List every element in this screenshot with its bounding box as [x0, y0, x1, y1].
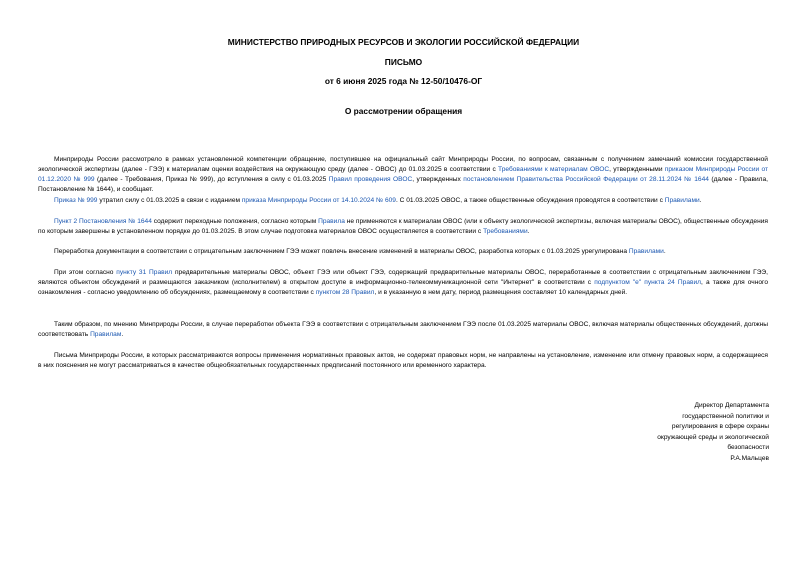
link-rules[interactable]: Правилами — [664, 197, 700, 204]
link-rules-ovos[interactable]: Правил проведения ОВОС — [328, 176, 413, 183]
link-rules[interactable]: Правилами — [628, 248, 664, 255]
link-clause-31-rules[interactable]: пункту 31 Правил — [116, 269, 173, 276]
signature-line: регулирования в сфере охраны — [671, 423, 769, 431]
document-subject: О рассмотрении обращения — [344, 106, 463, 116]
text: , утвержденных — [412, 176, 464, 183]
link-clause-28-rules[interactable]: пунктом 28 Правил — [315, 289, 375, 296]
link-resolution-1644[interactable]: постановлением Правительства Российской Федерации от 28.11.2024 № 1644 — [463, 176, 709, 183]
text: , а также для очного ознакомления - согласно уведомлению об обсуждениях, размещаемому в соответствии с — [38, 279, 768, 296]
document-type: ПИСЬМО — [384, 57, 423, 67]
signature-line: окружающей среды и экологической — [657, 433, 769, 441]
text: . — [121, 331, 124, 338]
text: При этом согласно — [54, 269, 117, 276]
link-order-609[interactable]: приказа Минприроды России от 14.10.2024 № 609 — [241, 197, 396, 204]
text: (далее - Требования, Приказ № 999), до вступления в силу с 01.03.2025 — [94, 176, 329, 183]
text: , и в указанную в нем дату, период размещения составляет 10 календарных дней. — [374, 289, 628, 296]
link-rules[interactable]: Правила — [318, 218, 345, 225]
link-clause-2-resolution-1644[interactable]: Пункт 2 Постановления № 1644 — [54, 218, 152, 225]
text: Письма Минприроды России, в которых рассматриваются вопросы применения нормативных правовых актов, не содержат правовых норм, не направлены на установление, изменение или отмену правовых норм, а содержащиеся в них пояснения не могут рассматриваться в качестве общеобязательных государственных предписаний постоянного или временного характера. — [38, 352, 768, 369]
text: Таким образом, по мнению Минприроды России, в случае переработки объекта ГЭЭ в соответствии с отрицательным заключением ГЭЭ после 01.03.2025 материалы ОВОС, включая материалы общественных обсуждений, должны соответствовать — [38, 321, 768, 338]
text: Переработка документации в соответствии с отрицательным заключением ГЭЭ может повлечь внесение изменений в материалы ОВОС, разработка которых с 01.03.2025 урегулирована — [54, 248, 629, 255]
link-order-999[interactable]: Приказ № 999 — [54, 197, 98, 204]
text: (далее - Правила, Постановление № 1644), и сообщает. — [38, 176, 768, 193]
signature-line: государственной политики и — [682, 412, 769, 420]
paragraph-1 — [38, 155, 768, 195]
paragraph-3 — [38, 217, 768, 237]
text: не применяются к материалам ОВОС (или к объекту экологической экспертизы, включая материалы ОВОС), общественные обсуждения по которым завершены в установленном порядке до 01.03.2025. В этом случае подготовка материалов ОВОС осуществляется в соответствии с — [38, 218, 768, 235]
text: Минприроды России рассмотрело в рамках установленной компетенции обращение, поступившее на официальный сайт Минприроды России, по вопросам, связанным с получением замечаний комиссии государственной экологической экспертизы (далее - ГЭЭ) к материалам оценки воздействия на окружающую среду (далее - ОВОС) до 01.03.2025 в соответствии с — [38, 156, 768, 173]
paragraph-2 — [38, 196, 768, 206]
link-order-999[interactable]: приказом Минприроды России от 01.12.2020 № 999 — [38, 166, 768, 183]
paragraph-7 — [38, 351, 768, 371]
signature-line: безопасности — [727, 444, 769, 452]
paragraph-5 — [38, 268, 768, 298]
text: . С 01.03.2025 ОВОС, а также общественные обсуждения проводятся в соответствии с — [395, 197, 665, 204]
text: . — [699, 197, 702, 204]
text: , утвержденными — [609, 166, 665, 173]
paragraph-6 — [38, 320, 768, 340]
signer-name: Р.А.Мальцев — [730, 454, 769, 462]
signature-line: Директор Департамента — [694, 402, 769, 409]
document-date-number: от 6 июня 2025 года № 12-50/10476-ОГ — [324, 76, 483, 86]
paragraph-4 — [38, 247, 768, 257]
link-rules[interactable]: Правилам — [90, 331, 122, 338]
link-requirements[interactable]: Требованиями — [483, 228, 528, 235]
text: утратил силу с 01.03.2025 в связи с изданием — [97, 197, 242, 204]
link-requirements-ovos[interactable]: Требованиями к материалам ОВОС — [498, 166, 610, 173]
text: . — [527, 228, 530, 235]
text: содержит переходные положения, согласно которым — [151, 218, 319, 225]
link-subclause-e-clause-24[interactable]: подпунктом "е" пункта 24 Правил — [594, 279, 702, 286]
text: предварительные материалы ОВОС, объект ГЭЭ или объект ГЭЭ, содержащий предварительные материалы ОВОС, переработанные в соответствии с отрицательным заключением ГЭЭ, являются объектом обсуждений и размещаются заказчиком (исполнителем) в открытом доступе в информационно-телекоммуникационной сети "Интернет" в соответствии с — [38, 269, 769, 286]
text: . — [663, 248, 666, 255]
signature-block — [589, 401, 769, 465]
ministry-title: МИНИСТЕРСТВО ПРИРОДНЫХ РЕСУРСОВ И ЭКОЛОГИИ РОССИЙСКОЙ ФЕДЕРАЦИИ — [227, 37, 580, 47]
